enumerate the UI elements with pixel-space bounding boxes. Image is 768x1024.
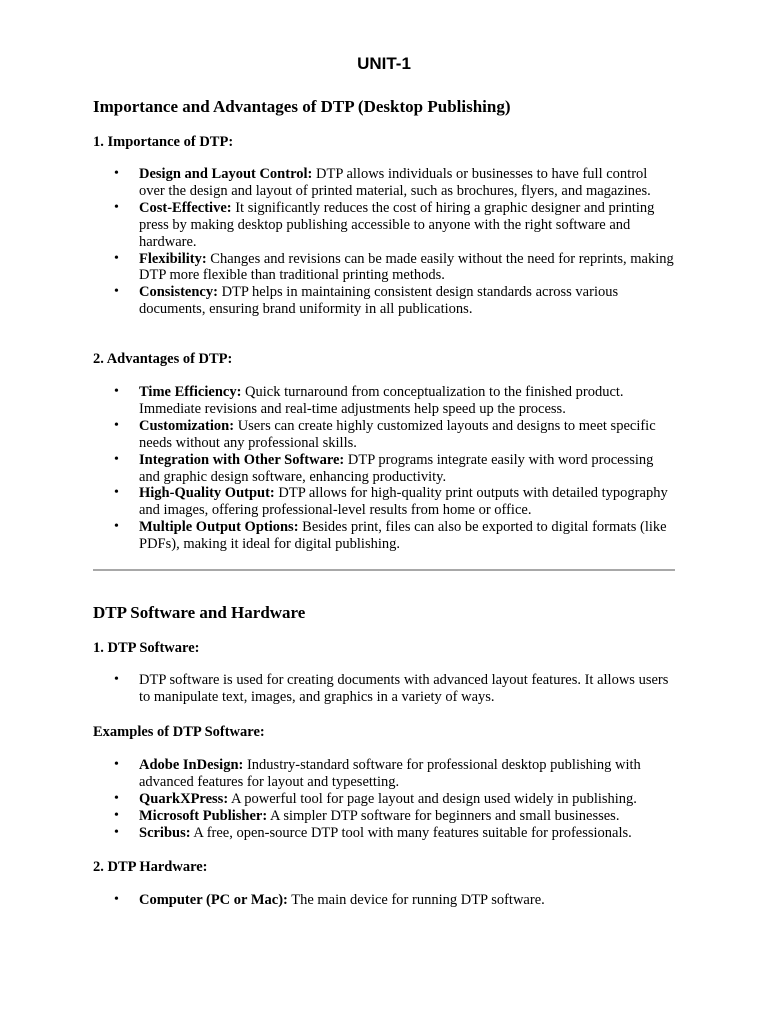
heading-importance: 1. Importance of DTP: bbox=[93, 134, 234, 150]
list-item bbox=[93, 200, 675, 251]
list-item bbox=[93, 166, 675, 200]
bullet-icon: • bbox=[114, 892, 119, 907]
list-item-text: The main device for running DTP software. bbox=[287, 892, 545, 908]
software-list bbox=[93, 672, 675, 706]
list-item-term: QuarkXPress: bbox=[139, 790, 229, 807]
heading-dtp-hardware: 2. DTP Hardware: bbox=[93, 859, 208, 875]
advantages-list bbox=[93, 384, 675, 553]
bullet-icon: • bbox=[114, 284, 119, 300]
list-item-term: Flexibility: bbox=[139, 250, 207, 267]
list-item-text: Industry-standard software for professional desktop publishing with advanced features for layout and typesetting. bbox=[139, 757, 641, 790]
list-item-text: DTP allows individuals or businesses to have full control over the design and layout of printed material, such as brochures, flyers, and magazines. bbox=[139, 166, 651, 199]
bullet-icon: • bbox=[114, 757, 119, 772]
list-item-text: Users can create highly customized layouts and designs to meet specific needs without any professional skills. bbox=[139, 417, 656, 451]
list-item-term: Time Efficiency: bbox=[139, 384, 242, 400]
list-item-term: Adobe InDesign: bbox=[139, 757, 244, 773]
section-title-importance-advantages: Importance and Advantages of DTP (Desktop Publishing) bbox=[93, 97, 511, 116]
list-item-term: Consistency: bbox=[139, 284, 218, 301]
list-item bbox=[93, 825, 675, 842]
list-item-term: Computer (PC or Mac): bbox=[139, 892, 288, 908]
list-item bbox=[93, 418, 675, 452]
list-item bbox=[93, 384, 675, 418]
list-item-term: High-Quality Output: bbox=[139, 485, 275, 502]
list-item bbox=[93, 757, 675, 791]
list-item bbox=[93, 485, 675, 519]
heading-examples: Examples of DTP Software: bbox=[93, 724, 265, 740]
list-item bbox=[93, 452, 675, 486]
bullet-icon: • bbox=[114, 384, 119, 399]
heading-advantages: 2. Advantages of DTP: bbox=[93, 351, 233, 367]
list-item-text: A powerful tool for page layout and design used widely in publishing. bbox=[228, 790, 637, 807]
importance-list bbox=[93, 166, 675, 318]
bullet-icon: • bbox=[114, 451, 119, 467]
list-item-term: Microsoft Publisher: bbox=[139, 807, 268, 824]
list-item-term: Scribus: bbox=[139, 824, 191, 841]
bullet-icon: • bbox=[114, 417, 119, 433]
list-item-term: Multiple Output Options: bbox=[139, 519, 299, 536]
list-item-text: Quick turnaround from conceptualization to the finished product. Immediate revisions and real-time adjustments help speed up the process. bbox=[139, 384, 624, 417]
list-item-term: Design and Layout Control: bbox=[139, 166, 313, 182]
bullet-icon: • bbox=[114, 485, 119, 501]
section-title-software-hardware: DTP Software and Hardware bbox=[93, 603, 306, 622]
list-item-term: Customization: bbox=[139, 417, 235, 434]
list-item-text: A simpler DTP software for beginners and small businesses. bbox=[267, 807, 620, 824]
examples-list bbox=[93, 757, 675, 842]
list-item-text: DTP allows for high-quality print outputs with detailed typography and images, offering professional-level results from home or office. bbox=[139, 485, 668, 519]
bullet-icon: • bbox=[114, 790, 119, 806]
bullet-icon: • bbox=[114, 199, 119, 215]
list-item bbox=[93, 791, 675, 808]
list-item-term: Cost-Effective: bbox=[139, 199, 232, 216]
list-item bbox=[93, 284, 675, 318]
list-item-text: Changes and revisions can be made easily without the need for reprints, making DTP more flexible than traditional printing methods. bbox=[139, 250, 674, 284]
hardware-list bbox=[93, 892, 675, 909]
list-item-text: DTP software is used for creating documents with advanced layout features. It allows users to manipulate text, images, and graphics in a variety of ways. bbox=[139, 672, 669, 705]
heading-dtp-software: 1. DTP Software: bbox=[93, 640, 200, 656]
list-item-text: DTP helps in maintaining consistent design standards across various documents, ensuring brand uniformity in all publications. bbox=[139, 284, 619, 318]
list-item-text: DTP programs integrate easily with word processing and graphic design software, enhancing productivity. bbox=[139, 451, 654, 485]
list-item bbox=[93, 892, 675, 909]
list-item-term: Integration with Other Software: bbox=[139, 451, 345, 468]
bullet-icon: • bbox=[114, 519, 119, 535]
unit-title: UNIT-1 bbox=[357, 54, 411, 73]
bullet-icon: • bbox=[114, 824, 119, 840]
list-item bbox=[93, 808, 675, 825]
list-item bbox=[93, 251, 675, 285]
list-item bbox=[93, 519, 675, 553]
list-item-text: A free, open-source DTP tool with many features suitable for professionals. bbox=[190, 824, 632, 841]
bullet-icon: • bbox=[114, 166, 119, 181]
list-item bbox=[93, 672, 675, 706]
list-item-text: Besides print, files can also be exported to digital formats (like PDFs), making it ideal for digital publishing. bbox=[139, 519, 667, 553]
bullet-icon: • bbox=[114, 807, 119, 823]
list-item-text: It significantly reduces the cost of hiring a graphic designer and printing press by making desktop publishing accessible to anyone with the right software and hardware. bbox=[139, 199, 655, 250]
bullet-icon: • bbox=[114, 250, 119, 266]
bullet-icon: • bbox=[114, 672, 119, 687]
horizontal-divider bbox=[93, 569, 675, 571]
